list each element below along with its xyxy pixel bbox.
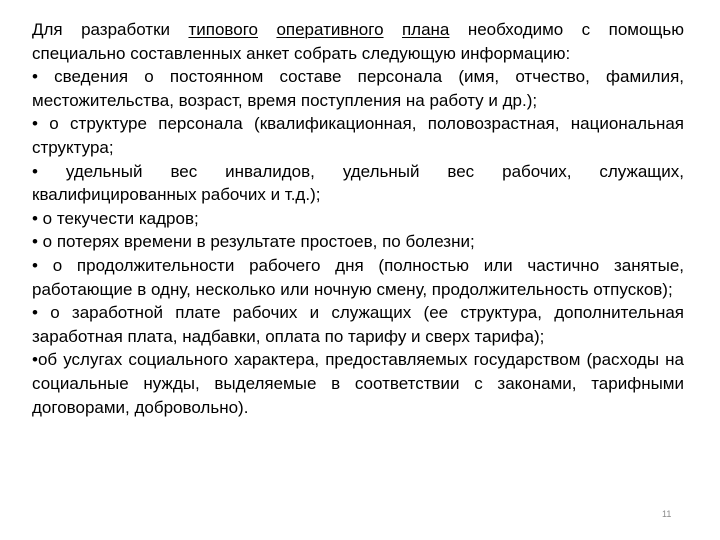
underlined-word-operational: оперативного bbox=[276, 20, 384, 39]
bullet-item-2: • о структуре персонала (квалификационная, половозрастная, национальная структура; bbox=[32, 114, 684, 157]
underlined-word-typical: типового bbox=[188, 20, 258, 39]
bullet-item-7: • о заработной плате рабочих и служащих (ее структура, дополнительная заработная плата, надбавки, оплата по тарифу и сверх тарифа); bbox=[32, 303, 684, 346]
intro-paragraph bbox=[32, 18, 684, 65]
bullet-item-4: • о текучести кадров; bbox=[32, 208, 199, 228]
bullet-item-1: • сведения о постоянном составе персонала (имя, отчество, фамилия, местожительства, возраст, время поступления на работу и др.); bbox=[32, 67, 684, 110]
intro-space-2 bbox=[384, 20, 402, 39]
intro-text-start: Для разработки bbox=[32, 20, 189, 39]
intro-text-end: необходимо с помощью специально составленных анкет собрать следующую информацию: bbox=[32, 20, 685, 63]
page-number: 11 bbox=[662, 509, 672, 519]
bullet-item-3: • удельный вес инвалидов, удельный вес рабочих, служащих, квалифицированных рабочих и т.д.); bbox=[32, 161, 684, 205]
bullet-item-6: • о продолжительности рабочего дня (полностью или частично занятые, работающие в одну, несколько или ночную смену, продолжительность отпусков); bbox=[32, 255, 684, 299]
slide-body bbox=[32, 18, 684, 419]
intro-space-1 bbox=[258, 20, 276, 39]
bullet-item-8: •об услугах социального характера, предоставляемых государством (расходы на социальные нужды, выделяемые в соответствии с законами, тарифными договорами, добровольно). bbox=[32, 350, 684, 417]
bullet-item-5: • о потерях времени в результате простоев, по болезни; bbox=[32, 232, 475, 252]
underlined-word-plan: плана bbox=[401, 20, 450, 39]
